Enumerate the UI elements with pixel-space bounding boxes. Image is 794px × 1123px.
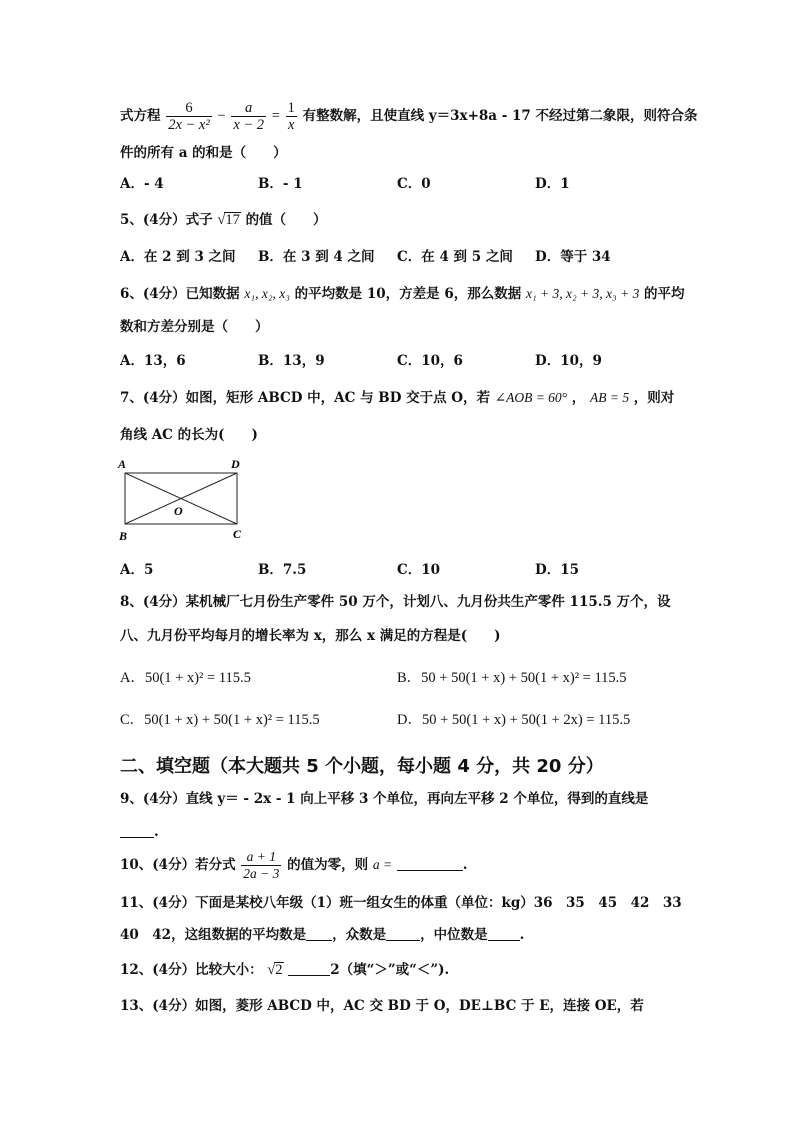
q11-median-blank[interactable] (488, 926, 520, 941)
sqrt-symbol: √ (267, 962, 276, 978)
q11-mode-blank[interactable] (386, 926, 420, 941)
q4-option-d[interactable]: D．1 (535, 176, 570, 192)
q7-stem-line1: 7、(4分）如图，矩形 ABCD 中，AC 与 BD 交于点 O，若 ∠AOB = 60° ， AB = 5 ，则对 (120, 390, 675, 406)
q6-option-a[interactable]: A．13，6 (120, 353, 186, 369)
q8-option-b[interactable]: B．50 + 50(1 + x) + 50(1 + x)² = 115.5 (397, 670, 627, 686)
q8-option-d[interactable]: D．50 + 50(1 + x) + 50(1 + 2x) = 115.5 (397, 712, 631, 728)
q4-fraction-3: $\frac{1}{x}$ (287, 100, 295, 133)
q5-stem: 5、(4分）式子 √17 的值（ ） (120, 212, 327, 228)
q4-text1: 有整数解，且使直线 (302, 108, 425, 124)
q7-angle: ∠AOB = 60° (494, 390, 568, 405)
q4-option-c[interactable]: C．0 (397, 176, 431, 192)
sqrt-symbol: √ (217, 212, 226, 228)
q11-stem-line1: 11、(4分）下面是某校八年级（1）班一组女生的体重（单位：kg）36 35 45 42 33 (120, 895, 682, 911)
q5-option-d[interactable]: D．等于 34 (535, 249, 611, 265)
q12-answer-blank[interactable] (288, 961, 330, 976)
q4-text2: 不经过第二象限，则符合条 (535, 108, 698, 124)
q10-answer-blank[interactable] (397, 856, 463, 871)
label-a: A (118, 457, 127, 471)
q10-fraction: $\frac{a + 1}{2a - 3}$ (243, 849, 280, 881)
q4-option-a[interactable]: A．- 4 (120, 176, 164, 192)
q5-sqrt: 17 (225, 212, 240, 228)
q6-option-b[interactable]: B．13，9 (258, 353, 325, 369)
q7-option-a[interactable]: A．5 (120, 562, 154, 578)
q7-ab: AB = 5 (589, 390, 630, 405)
q4-line1 (120, 100, 698, 133)
q4-equals: = (271, 108, 280, 124)
q9-answer-blank[interactable] (120, 823, 154, 838)
q6-option-c[interactable]: C．10，6 (397, 353, 463, 369)
q8-stem-line1: 8、(4分）某机械厂七月份生产零件 50 万个，计划八、九月份共生产零件 115.5 万个，设 (120, 594, 671, 610)
q9-stem-line1: 9、(4分）直线 y＝ - 2x - 1 向上平移 3 个单位，再向左平移 2 个单位，得到的直线是 (120, 791, 649, 807)
q13-stem-line1: 13、(4分）如图，菱形 ABCD 中，AC 交 BD 于 O，DE⊥BC 于 E，连接 OE，若 (120, 998, 644, 1014)
q12-stem: 12、(4分）比较大小： √2 2（填“＞”或“＜”). (120, 962, 450, 978)
section-2-heading: 二、填空题（本大题共 5 个小题，每小题 4 分，共 20 分） (120, 756, 604, 777)
rectangle-figure (115, 456, 255, 546)
label-b: B (119, 529, 128, 543)
q4-prefix: 式方程 (120, 108, 161, 124)
q7-option-c[interactable]: C．10 (397, 562, 441, 578)
q6-stem-line2: 数和方差分别是（ ） (120, 319, 269, 335)
q8-stem-line2: 八、九月份平均每月的增长率为 x，那么 x 满足的方程是( ) (120, 628, 501, 644)
label-d: D (231, 457, 240, 471)
q7-stem-line2: 角线 AC 的长为( ) (120, 427, 258, 443)
q12-sqrt: 2 (275, 962, 283, 978)
q6-stem-line1: 6、(4分）已知数据 x₁, x₂, x₃ 的平均数是 10，方差是 6，那么数据 x₁ + 3, x₂ + 3, x₃ + 3 的平均 (120, 286, 685, 302)
q11-mean-blank[interactable] (306, 926, 332, 941)
q5-option-c[interactable]: C．在 4 到 5 之间 (397, 249, 513, 265)
q4-option-b[interactable]: B．- 1 (258, 176, 303, 192)
q4-fraction-1: $\frac{6}{\text{2x − x²}}$ (168, 100, 210, 133)
q7-option-d[interactable]: D．15 (535, 562, 579, 578)
q4-minus: − (217, 108, 226, 124)
q10-stem: 10、(4分）若分式 $\frac{a + 1}{2a - 3}$ 的值为零，则 a = . (120, 849, 468, 881)
q5-option-a[interactable]: A．在 2 到 3 之间 (120, 249, 236, 265)
q4-line-expr: y＝3x+8a - 17 (428, 108, 531, 124)
label-o: O (174, 504, 183, 518)
q9-stem-line2: . (120, 823, 159, 841)
q6-option-d[interactable]: D．10，9 (535, 353, 602, 369)
q8-option-a[interactable]: A．50(1 + x)² = 115.5 (120, 670, 251, 686)
q7-option-b[interactable]: B．7.5 (258, 562, 307, 578)
label-c: C (233, 527, 242, 541)
q11-stem-line2: 40 42，这组数据的平均数是 ，众数是 ，中位数是 . (120, 927, 525, 943)
q4-fraction-2: $\frac{a}{x - 2}$ (233, 100, 265, 133)
q4-line2: 件的所有 a 的和是（ ） (120, 145, 287, 161)
q6-vars1: x₁, x₂, x₃ (244, 286, 290, 301)
q6-vars2: x₁ + 3, x₂ + 3, x₃ + 3 (525, 286, 640, 301)
q8-option-c[interactable]: C．50(1 + x) + 50(1 + x)² = 115.5 (120, 712, 320, 728)
q5-option-b[interactable]: B．在 3 到 4 之间 (258, 249, 375, 265)
